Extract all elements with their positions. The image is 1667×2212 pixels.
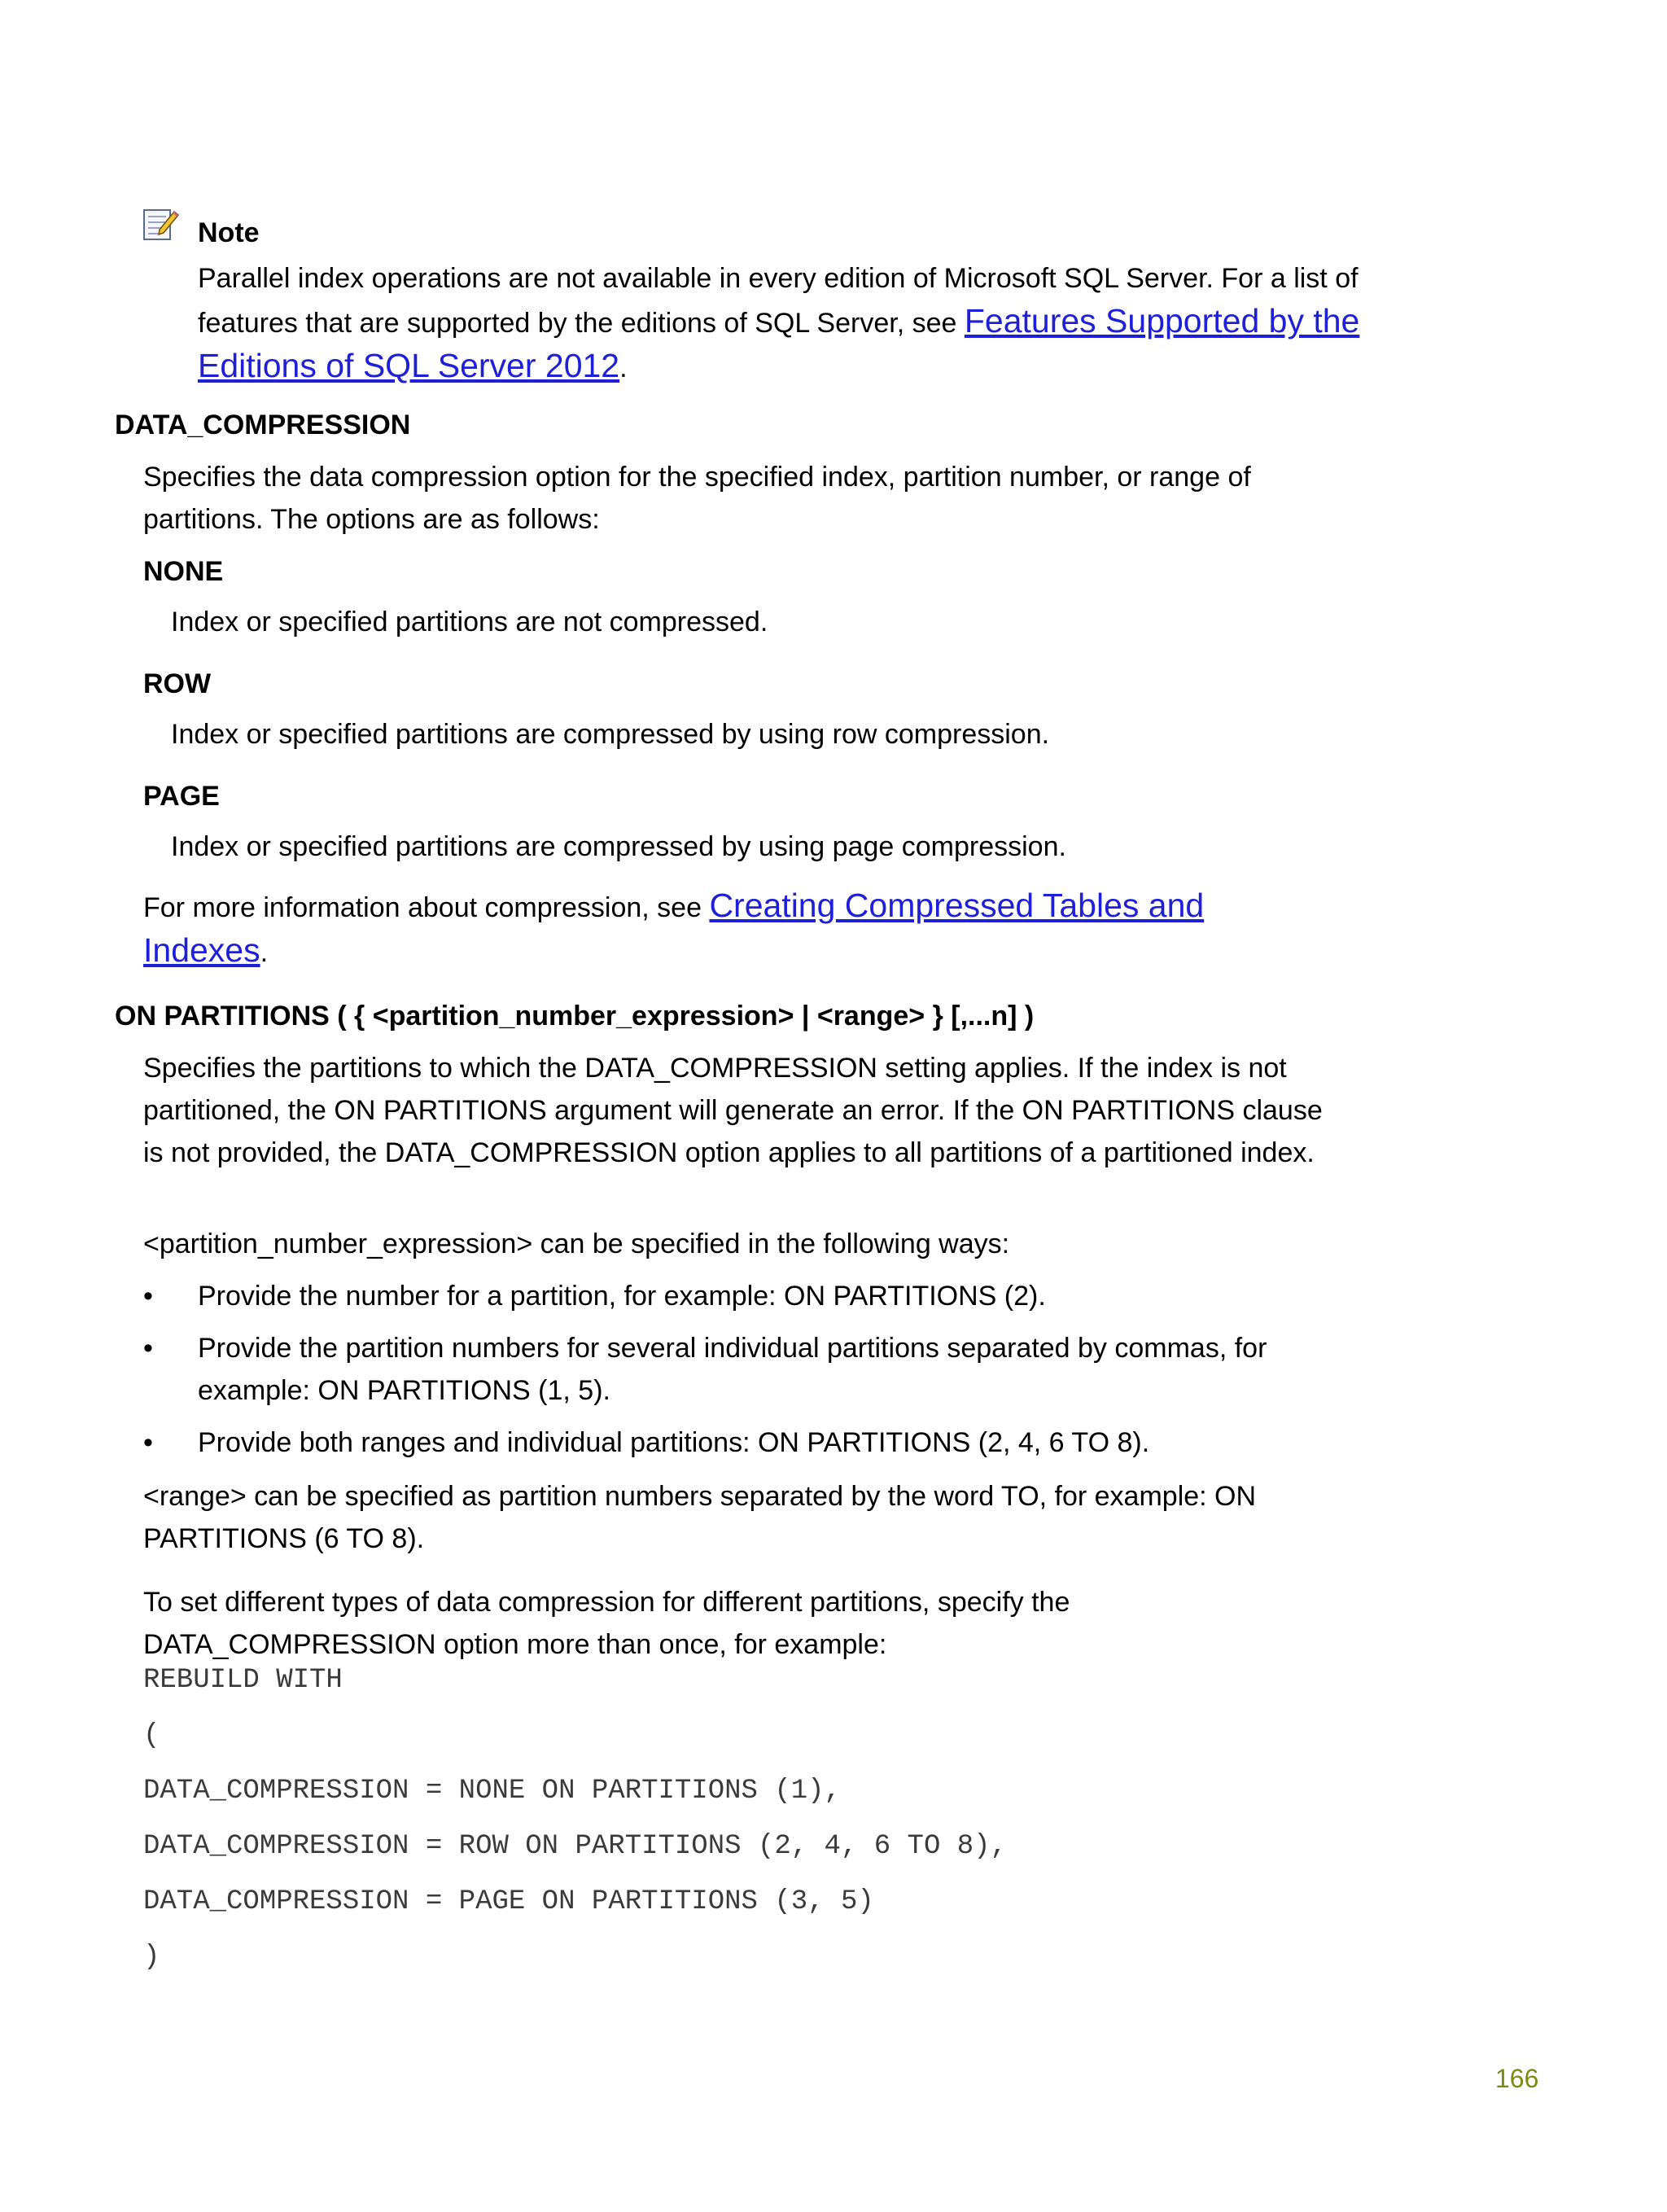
bullet-icon: •: [143, 1333, 153, 1364]
code-line: REBUILD WITH: [143, 1665, 343, 1696]
list-item-text: Provide the partition numbers for several individual partitions separated by commas, for example: ON PARTITIONS (1, 5).: [198, 1333, 1267, 1406]
code-line: DATA_COMPRESSION = NONE ON PARTITIONS (1),: [143, 1776, 841, 1807]
option-page-heading: PAGE: [143, 781, 220, 812]
note-text-end: .: [619, 353, 628, 383]
compression-more-info: [143, 884, 1324, 974]
option-row-heading: ROW: [143, 668, 212, 699]
set-compression-description: To set different types of data compression for different partitions, specify the DATA_COMPRESSION option more than once, for example:: [143, 1587, 1070, 1660]
option-row-description: Index or specified partitions are compressed by using row compression.: [171, 719, 1050, 750]
option-none-heading: NONE: [143, 556, 224, 587]
note-text: Parallel index operations are not available in every edition of Microsoft SQL Server. For a list of features that are supported by the editions of SQL Server, see: [198, 263, 1359, 339]
option-none-description: Index or specified partitions are not compressed.: [171, 607, 768, 637]
on-partitions-description: Specifies the partitions to which the DATA_COMPRESSION setting applies. If the index is not partitioned, the ON PARTITIONS argument will generate an error. If the ON PARTITIONS clause is not provided, the DATA_COMPRESSION option applies to all partitions of a partitioned index.: [143, 1053, 1323, 1168]
code-line: (: [143, 1720, 160, 1751]
bullet-icon: •: [143, 1281, 153, 1312]
option-page-description: Index or specified partitions are compressed by using page compression.: [171, 831, 1066, 862]
notepad-pencil-icon: [142, 205, 179, 243]
partition-number-expression-intro: <partition_number_expression> can be specified in the following ways:: [143, 1229, 1010, 1259]
code-line: ): [143, 1942, 160, 1973]
creating-compressed-tables-link[interactable]: Creating Compressed Tables and Indexes: [143, 887, 1205, 969]
data-compression-description: Specifies the data compression option for the specified index, partition number, or range of partitions. The options are as follows:: [143, 462, 1251, 535]
features-supported-link[interactable]: Features Supported by the Editions of SQL Server 2012: [198, 302, 1360, 384]
bullet-icon: •: [143, 1427, 153, 1458]
more-info-text-end: .: [260, 937, 269, 968]
range-description: <range> can be specified as partition numbers separated by the word TO, for example: ON PARTITIONS (6 TO 8).: [143, 1481, 1257, 1554]
page-number: 166: [1495, 2064, 1539, 2093]
data-compression-heading: DATA_COMPRESSION: [115, 410, 411, 440]
list-item-text: Provide the number for a partition, for example: ON PARTITIONS (2).: [198, 1281, 1046, 1312]
code-line: DATA_COMPRESSION = PAGE ON PARTITIONS (3, 5): [143, 1886, 874, 1917]
on-partitions-heading: ON PARTITIONS ( { <partition_number_expression> | <range> } [,...n] ): [115, 1001, 1035, 1032]
note-body: [198, 257, 1402, 389]
note-title: Note: [198, 217, 260, 248]
more-info-text: For more information about compression, see: [143, 892, 710, 923]
code-line: DATA_COMPRESSION = ROW ON PARTITIONS (2, 4, 6 TO 8),: [143, 1831, 1007, 1862]
list-item-text: Provide both ranges and individual partitions: ON PARTITIONS (2, 4, 6 TO 8).: [198, 1427, 1150, 1458]
